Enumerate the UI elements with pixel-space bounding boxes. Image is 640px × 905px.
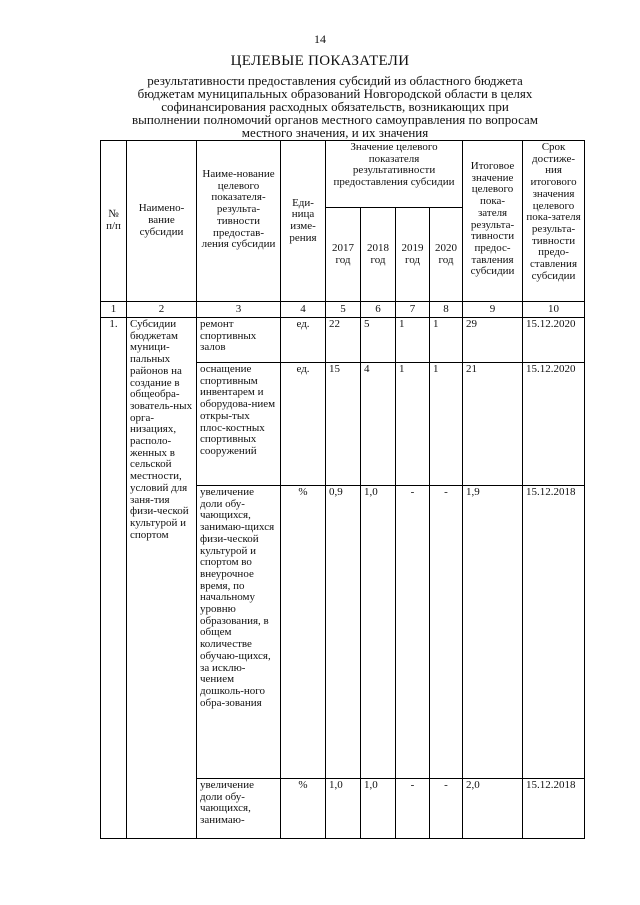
header-deadline: Срок достиже-ния итогового значения целевого пока-зателя результа-тивности предо-ставления субсидии (523, 141, 585, 302)
column-number: 6 (361, 302, 396, 318)
deadline: 15.12.2018 (523, 486, 585, 779)
column-number: 5 (326, 302, 361, 318)
column-number: 8 (430, 302, 463, 318)
column-number: 4 (281, 302, 326, 318)
final-value: 1,9 (463, 486, 523, 779)
header-year-2020: 2020 год (430, 208, 463, 302)
header-target-values: Значение целевого показателя результативности предоставления субсидии (326, 141, 463, 208)
header-final-value: Итоговое значение целевого пока-зателя результа-тивности предос-тавления субсидии (463, 141, 523, 302)
subsidy-name-continued (127, 779, 197, 839)
final-value: 29 (463, 318, 523, 363)
header-indicator-name: Наиме-нование целевого показателя-результа-тивности предостав-ления субсидии (197, 141, 281, 302)
column-number: 1 (101, 302, 127, 318)
value-2019: - (396, 486, 430, 779)
value-2020: 1 (430, 363, 463, 486)
column-number-row (101, 302, 585, 318)
subsidy-name: Субсидии бюджетам муници-пальных районов на создание в общеобра-зователь-ных орга-низациях, располо-женных в сельской местности, условий для заня-тия физи-ческой культурой и спортом (127, 318, 197, 779)
indicator-name: увеличение доли обу-чающихся, занимаю-щихся физи-ческой культурой и спортом во внеурочное время, по начальному уровню образования, в общем количестве обучаю-щихся, за исклю-чением дошколь-ного обра-зования (197, 486, 281, 779)
value-2020: 1 (430, 318, 463, 363)
column-number: 9 (463, 302, 523, 318)
document-subtitle: результативности предоставления субсидий из областного бюджета бюджетам муниципальных образований Новгородской области в целях софинансирования расходных обязательств, возникающих при выполнении полномочий органов местного самоуправления по вопросам местного значения, и их значения (132, 73, 538, 140)
final-value: 2,0 (463, 779, 523, 839)
header-subsidy-name: Наимено-вание субсидии (127, 141, 197, 302)
table-row (101, 318, 585, 363)
value-2019: 1 (396, 363, 430, 486)
indicator-name: оснащение спортивным инвентарем и оборудова-нием откры-тых плос-костных спортивных сооружений (197, 363, 281, 486)
unit-cell: ед. (281, 318, 326, 363)
deadline: 15.12.2020 (523, 363, 585, 486)
target-indicators-table (100, 140, 585, 839)
final-value: 21 (463, 363, 523, 486)
column-number: 2 (127, 302, 197, 318)
header-year-2018: 2018 год (361, 208, 396, 302)
deadline: 15.12.2018 (523, 779, 585, 839)
column-number: 10 (523, 302, 585, 318)
row-number-continued (101, 779, 127, 839)
deadline: 15.12.2020 (523, 318, 585, 363)
unit-cell: ед. (281, 363, 326, 486)
value-2018: 4 (361, 363, 396, 486)
indicator-name: ремонт спортивных залов (197, 318, 281, 363)
indicator-name: увеличение доли обу-чающихся, занимаю- (197, 779, 281, 839)
value-2019: - (396, 779, 430, 839)
page-number: 14 (314, 32, 326, 46)
table-row (101, 779, 585, 839)
row-number: 1. (101, 318, 127, 779)
value-2018: 5 (361, 318, 396, 363)
value-2017: 0,9 (326, 486, 361, 779)
header-unit: Еди-ница изме-рения (281, 141, 326, 302)
header-year-2019: 2019 год (396, 208, 430, 302)
unit-cell: % (281, 779, 326, 839)
column-number: 3 (197, 302, 281, 318)
column-number: 7 (396, 302, 430, 318)
value-2017: 15 (326, 363, 361, 486)
value-2018: 1,0 (361, 486, 396, 779)
value-2020: - (430, 486, 463, 779)
header-num: № п/п (101, 141, 127, 302)
header-year-2017: 2017 год (326, 208, 361, 302)
unit-cell: % (281, 486, 326, 779)
value-2017: 1,0 (326, 779, 361, 839)
value-2018: 1,0 (361, 779, 396, 839)
value-2017: 22 (326, 318, 361, 363)
document-title: ЦЕЛЕВЫЕ ПОКАЗАТЕЛИ (230, 53, 410, 69)
value-2019: 1 (396, 318, 430, 363)
value-2020: - (430, 779, 463, 839)
